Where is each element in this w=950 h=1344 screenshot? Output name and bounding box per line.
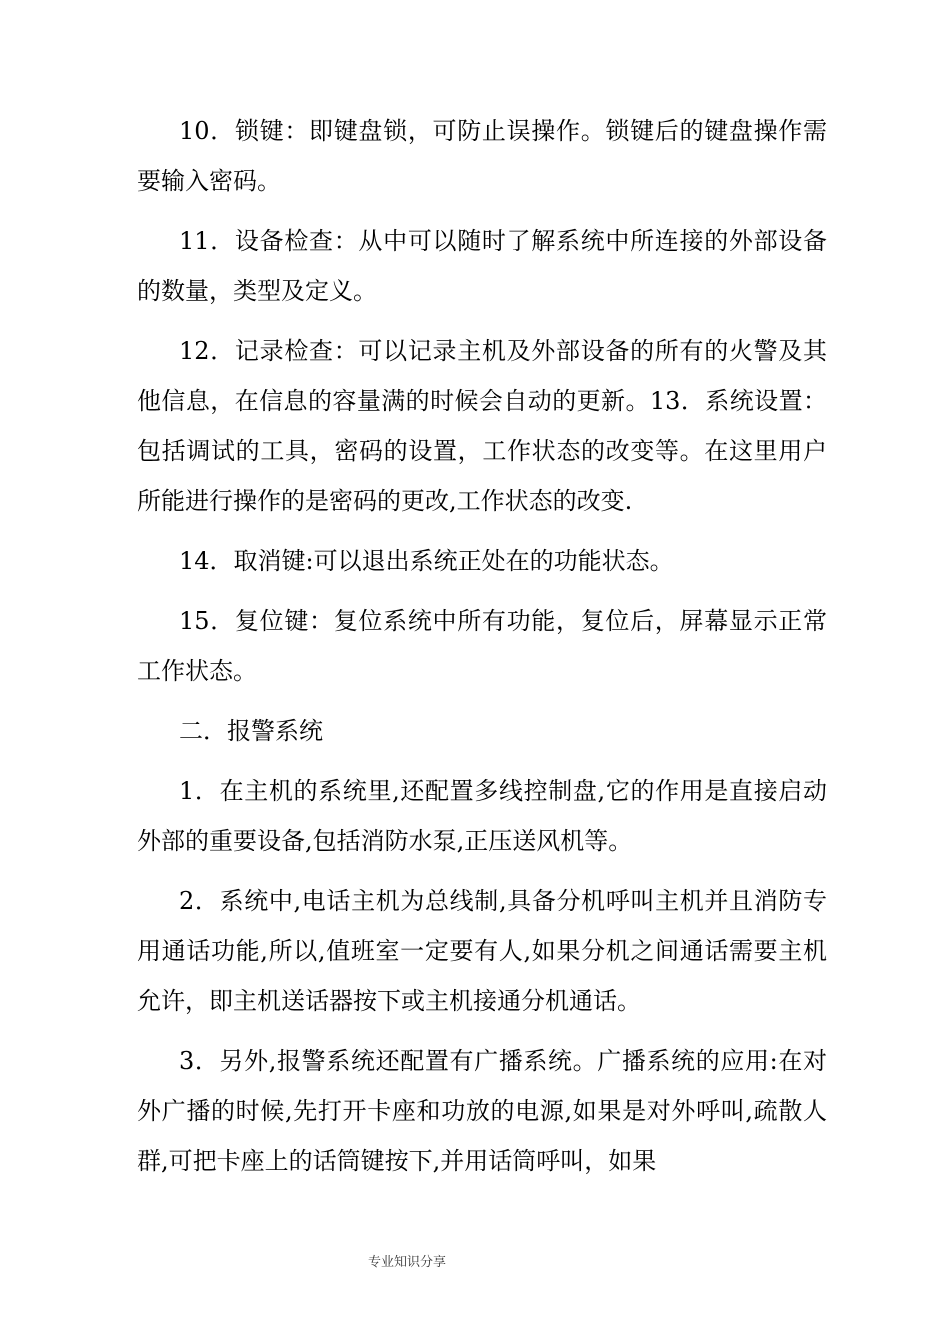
section-heading-alarm-system: 二．报警系统	[179, 717, 323, 745]
paragraph-item-15-reset-key: 15．复位键：复位系统中所有功能，复位后，屏幕显示正常工作状态。	[137, 607, 827, 685]
paragraph-item-1-control-panel: 1．在主机的系统里,还配置多线控制盘,它的作用是直接启动外部的重要设备,包括消防水泵,正压送风机等。	[137, 777, 827, 855]
document-body	[137, 106, 827, 1196]
paragraph-item-2-telephone: 2．系统中,电话主机为总线制,具备分机呼叫主机并且消防专用通话功能,所以,值班室一定要有人,如果分机之间通话需要主机允许，即主机送话器按下或主机接通分机通话。	[137, 887, 827, 1015]
paragraph-item-12-record-check: 12．记录检查：可以记录主机及外部设备的所有的火警及其他信息，在信息的容量满的时候会自动的更新。13．系统设置：包括调试的工具，密码的设置，工作状态的改变等。在这里用户所能进行操作的是密码的更改,工作状态的改变.	[137, 337, 827, 515]
page-footer: 专业知识分享	[368, 1255, 447, 1270]
paragraph-item-11-device-check: 11．设备检查：从中可以随时了解系统中所连接的外部设备的数量，类型及定义。	[137, 227, 827, 305]
paragraph-item-14-cancel-key: 14．取消键:可以退出系统正处在的功能状态。	[179, 547, 674, 575]
paragraph-item-10-lock-key: 10．锁键：即键盘锁，可防止误操作。锁键后的键盘操作需要输入密码。	[137, 117, 827, 195]
paragraph-item-3-broadcast: 3．另外,报警系统还配置有广播系统。广播系统的应用:在对外广播的时候,先打开卡座和功放的电源,如果是对外呼叫,疏散人群,可把卡座上的话筒键按下,并用话筒呼叫，如果	[137, 1047, 827, 1175]
